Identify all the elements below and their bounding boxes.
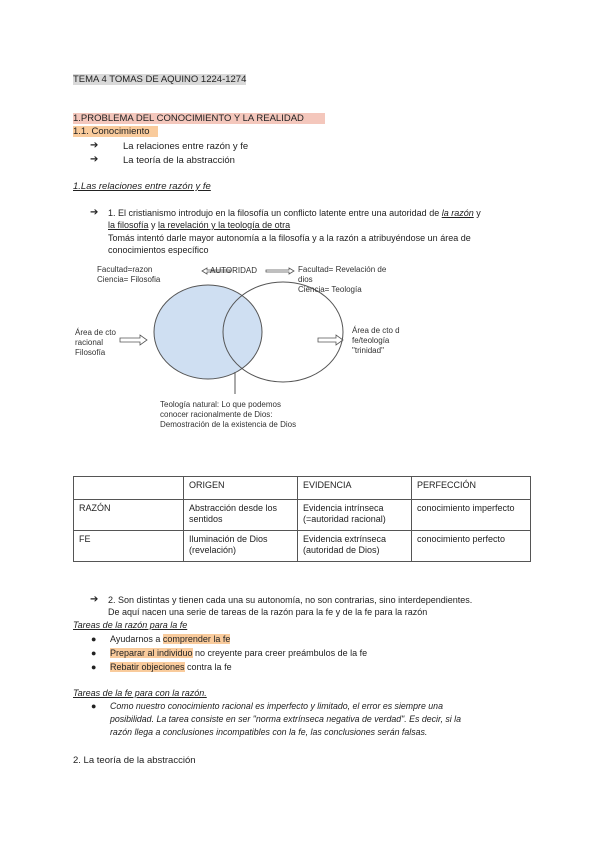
table-cell: conocimiento perfecto	[412, 531, 531, 562]
diagram-bottom	[160, 400, 296, 430]
arrow-icon: ➔	[90, 594, 99, 605]
right-arrow-icon	[266, 268, 294, 274]
tareas-fe-line-1: Como nuestro conocimiento racional es imperfecto y limitado, el error es siempre una	[110, 701, 443, 711]
text: dios	[298, 275, 313, 284]
bullet-icon: ●	[91, 701, 97, 711]
table-header-row	[74, 477, 531, 500]
text-revelacion: la revelación y la teología de otra	[158, 220, 291, 230]
list-item: La relaciones entre razón y fe	[123, 141, 249, 152]
diagram-right-side	[352, 326, 400, 356]
text: Demostración de la existencia de Dios	[160, 420, 297, 429]
text: fe/teología	[352, 336, 390, 345]
table-cell: ORIGEN	[184, 477, 298, 500]
bullet-icon: ●	[91, 634, 97, 644]
highlight: Rebatir objeciones	[110, 662, 185, 672]
text: y	[148, 220, 159, 230]
text: Facultad= Revelación de	[298, 265, 387, 274]
diagram-left-side	[75, 328, 116, 358]
text: "trinidad"	[352, 346, 384, 355]
tareas-fe-heading: Tareas de la fe para con la razón.	[73, 688, 207, 698]
highlight: comprender la fe	[162, 634, 231, 644]
point-2-line-2: De aquí nacen una serie de tareas de la razón para la fe y de la fe para la razón	[108, 607, 428, 617]
point-2-line-1: 2. Son distintas y tienen cada una su autonomía, no son contrarias, sino interdependientes.	[108, 595, 473, 605]
page-title: TEMA 4 TOMAS DE AQUINO 1224-1274	[73, 74, 247, 85]
diagram-autoridad: AUTORIDAD	[210, 266, 257, 275]
text: racional	[75, 338, 104, 347]
table-cell: Iluminación de Dios (revelación)	[184, 531, 298, 562]
table-cell: conocimiento imperfecto	[412, 500, 531, 531]
table-cell: Abstracción desde los sentidos	[184, 500, 298, 531]
right-arrow-icon	[318, 335, 343, 345]
subsection-heading: 1.1. Conocimiento	[73, 126, 158, 137]
section-2-heading: 2. La teoría de la abstracción	[73, 755, 196, 766]
text-filosofia: la filosofía	[108, 220, 149, 230]
text: Ciencia= Teología	[298, 285, 362, 294]
text: Área de cto d	[352, 326, 400, 335]
table-cell: Evidencia extrínseca (autoridad de Dios)	[298, 531, 412, 562]
table-row	[74, 531, 531, 562]
paragraph-1-line-4: conocimientos específico	[108, 245, 209, 255]
text: Teología natural: Lo que podemos	[160, 400, 281, 409]
text: Filosofía	[75, 348, 106, 357]
text: no creyente para creer preámbulos de la fe	[192, 648, 368, 658]
list-item: La teoría de la abstracción	[123, 155, 235, 166]
table-cell: Evidencia intrínseca (=autoridad racional)	[298, 500, 412, 531]
list-item	[110, 662, 232, 672]
table-cell: EVIDENCIA	[298, 477, 412, 500]
right-arrow-icon	[120, 335, 147, 345]
text: Ayudarnos a	[110, 634, 163, 644]
arrow-icon: ➔	[90, 140, 99, 151]
table-cell: RAZÓN	[74, 500, 184, 531]
text: conocer racionalmente de Dios:	[160, 410, 273, 419]
text: Facultad=razon	[97, 265, 153, 274]
diagram-right-top	[298, 265, 386, 295]
table-row	[74, 500, 531, 531]
diagram-left-top	[97, 265, 160, 285]
paragraph-1-line-3: Tomás intentó darle mayor autonomía a la filosofía y a la razón a atribuyéndose un área de	[108, 233, 471, 243]
reason-circle	[154, 285, 262, 379]
text: 1. El cristianismo introdujo en la filosofía un conflicto latente entre una autoridad de	[108, 208, 442, 218]
list-item	[110, 648, 367, 658]
tareas-fe-line-2: posibilidad. La tarea consiste en ser "norma extrínseca negativa de verdad". Es decir, si la	[110, 714, 461, 724]
tareas-razon-heading: Tareas de la razón para la fe	[73, 620, 188, 630]
text: contra la fe	[184, 662, 232, 672]
relations-heading: 1.Las relaciones entre razón y fe	[73, 181, 211, 192]
list-item	[110, 634, 230, 644]
bullet-icon: ●	[91, 662, 97, 672]
bullet-icon: ●	[91, 648, 97, 658]
text-razon: la razón	[441, 208, 474, 218]
arrow-icon: ➔	[90, 207, 99, 218]
tareas-fe-line-3: razón llega a conclusiones incompatibles con la fe, las conclusiones serán falsas.	[110, 727, 428, 737]
text: Área de cto	[75, 328, 116, 337]
text: Ciencia= Filosofia	[97, 275, 161, 284]
comparison-table	[73, 476, 531, 562]
arrow-icon: ➔	[90, 154, 99, 165]
highlight: Preparar al individuo	[110, 648, 193, 658]
table-cell	[74, 477, 184, 500]
text: y	[473, 208, 481, 218]
table-cell: PERFECCIÓN	[412, 477, 531, 500]
table-cell: FE	[74, 531, 184, 562]
section-heading: 1.PROBLEMA DEL CONOCIMIENTO Y LA REALIDAD	[73, 113, 325, 124]
